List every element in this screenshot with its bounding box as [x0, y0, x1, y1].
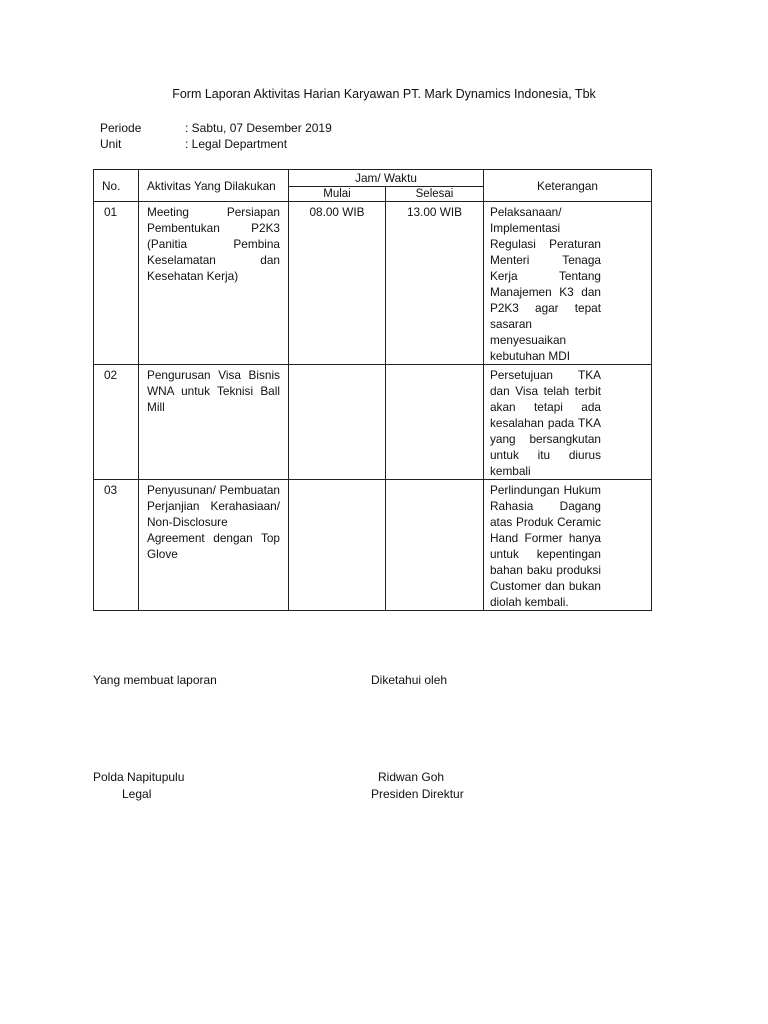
header-no: No. — [94, 170, 139, 202]
periode-value: : Sabtu, 07 Desember 2019 — [185, 121, 332, 135]
prepared-by-caption: Yang membuat laporan — [93, 673, 217, 687]
unit-value: : Legal Department — [185, 137, 288, 151]
unit-label: Unit — [100, 137, 122, 151]
acknowledged-by-caption: Diketahui oleh — [371, 673, 448, 687]
row-start-time: 08.00 WIB — [289, 202, 386, 365]
row-activity: Penyusunan/ Pembuatan Perjanjian Kerahasiaan/ Non-Disclosure Agreement dengan Top Glove — [139, 480, 289, 611]
approver-title: Presiden Direktur — [371, 787, 464, 801]
row-no: 03 — [94, 480, 139, 611]
row-start-time — [289, 365, 386, 480]
row-activity: Pengurusan Visa Bisnis WNA untuk Teknisi Ball Mill — [139, 365, 289, 480]
table-header-row — [94, 170, 652, 187]
row-notes: Perlindungan Hukum Rahasia Dagang atas Produk Ceramic Hand Former hanya untuk kepentingan bahan baku produksi Customer dan bukan diolah kembali. — [484, 480, 652, 611]
header-time: Jam/ Waktu — [289, 170, 484, 187]
header-notes: Keterangan — [484, 170, 652, 202]
row-no: 02 — [94, 365, 139, 480]
header-end: Selesai — [386, 187, 484, 202]
table-row — [94, 202, 652, 365]
row-end-time: 13.00 WIB — [386, 202, 484, 365]
row-start-time — [289, 480, 386, 611]
row-end-time — [386, 480, 484, 611]
row-activity: Meeting Persiapan Pembentukan P2K3 (Panitia Pembina Keselamatan dan Kesehatan Kerja) — [139, 202, 289, 365]
row-notes: Pelaksanaan/ Implementasi Regulasi Peraturan Menteri Tenaga Kerja Tentang Manajemen K3 dan P2K3 agar tepat sasaran menyesuaikan kebutuhan MDI — [484, 202, 652, 365]
row-notes: Persetujuan TKA dan Visa telah terbit akan tetapi ada kesalahan pada TKA yang bersangkutan untuk itu diurus kembali — [484, 365, 652, 480]
row-end-time — [386, 365, 484, 480]
approver-name: Ridwan Goh — [378, 770, 445, 784]
form-title: Form Laporan Aktivitas Harian Karyawan PT. Mark Dynamics Indonesia, Tbk — [172, 87, 596, 101]
activity-table — [93, 169, 652, 611]
table-row — [94, 480, 652, 611]
preparer-name: Polda Napitupulu — [93, 770, 185, 784]
row-no: 01 — [94, 202, 139, 365]
header-start: Mulai — [289, 187, 386, 202]
preparer-title: Legal — [122, 787, 152, 801]
table-row — [94, 365, 652, 480]
periode-label: Periode — [100, 121, 142, 135]
header-activity: Aktivitas Yang Dilakukan — [139, 170, 289, 202]
